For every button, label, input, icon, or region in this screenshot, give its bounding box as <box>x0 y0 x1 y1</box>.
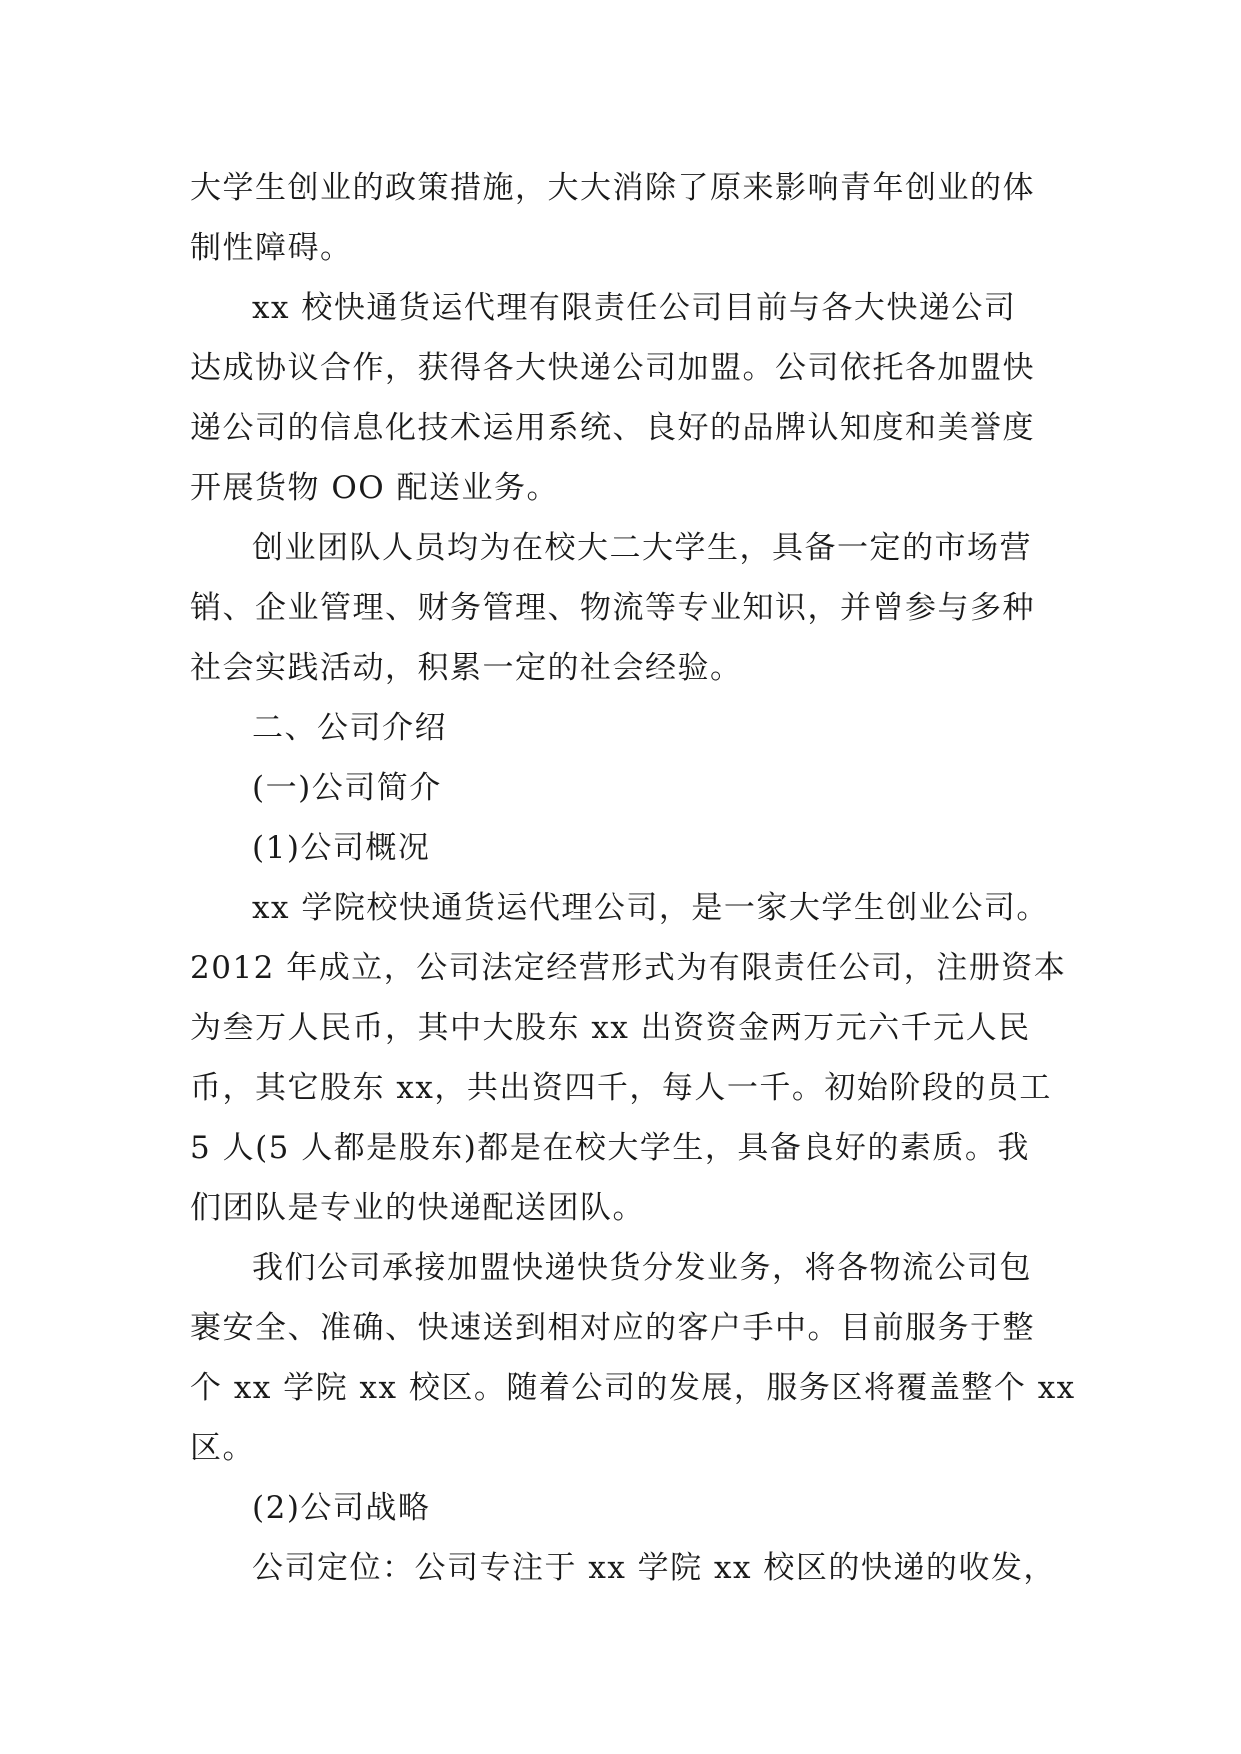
text-line: (2)公司战略 <box>252 1490 431 1526</box>
text-line: 5 人(5 人都是股东)都是在校大学生，具备良好的素质。我 <box>190 1130 1030 1166</box>
text-line: 币，其它股东 xx，共出资四千，每人一千。初始阶段的员工 <box>190 1070 1052 1106</box>
text-line: 个 xx 学院 xx 校区。随着公司的发展，服务区将覆盖整个 xx <box>190 1370 1076 1406</box>
paragraph <box>190 818 1052 878</box>
text-line: 达成协议合作，获得各大快递公司加盟。公司依托各加盟快 <box>190 350 1035 386</box>
paragraph <box>190 1478 1052 1538</box>
paragraph <box>190 278 1052 518</box>
text-line: (一)公司简介 <box>252 770 442 806</box>
text-line: 销、企业管理、财务管理、物流等专业知识，并曾参与多种 <box>190 590 1035 626</box>
text-line: 大学生创业的政策措施，大大消除了原来影响青年创业的体 <box>190 170 1035 206</box>
text-line: 为叁万人民币，其中大股东 xx 出资资金两万元六千元人民 <box>190 1010 1031 1046</box>
text-line: 社会实践活动，积累一定的社会经验。 <box>190 650 743 686</box>
paragraph <box>190 518 1052 698</box>
paragraph <box>190 1538 1056 1598</box>
text-line: 2012 年成立，公司法定经营形式为有限责任公司，注册资本 <box>190 950 1067 986</box>
text-line: 裹安全、准确、快速送到相对应的客户手中。目前服务于整 <box>190 1310 1035 1346</box>
text-line: xx 学院校快通货运代理公司，是一家大学生创业公司。 <box>252 890 1049 926</box>
paragraph <box>190 758 1052 818</box>
text-line: 开展货物 OO 配送业务。 <box>190 470 560 506</box>
text-line: 制性障碍。 <box>190 230 353 266</box>
text-line: (1)公司概况 <box>252 830 431 866</box>
paragraph <box>190 1238 1076 1478</box>
text-line: 我们公司承接加盟快递快货分发业务，将各物流公司包 <box>252 1250 1032 1286</box>
text-line: 公司定位：公司专注于 xx 学院 xx 校区的快递的收发， <box>252 1550 1056 1586</box>
paragraph <box>190 878 1067 1238</box>
text-line: 区。 <box>190 1430 255 1466</box>
text-line: xx 校快通货运代理有限责任公司目前与各大快递公司 <box>252 290 1017 326</box>
text-line: 二、公司介绍 <box>252 710 447 746</box>
paragraph <box>190 698 1052 758</box>
text-line: 创业团队人员均为在校大二大学生，具备一定的市场营 <box>252 530 1032 566</box>
text-line: 递公司的信息化技术运用系统、良好的品牌认知度和美誉度 <box>190 410 1035 446</box>
paragraph <box>190 158 1052 278</box>
text-line: 们团队是专业的快递配送团队。 <box>190 1190 645 1226</box>
document-body <box>190 158 1076 1598</box>
